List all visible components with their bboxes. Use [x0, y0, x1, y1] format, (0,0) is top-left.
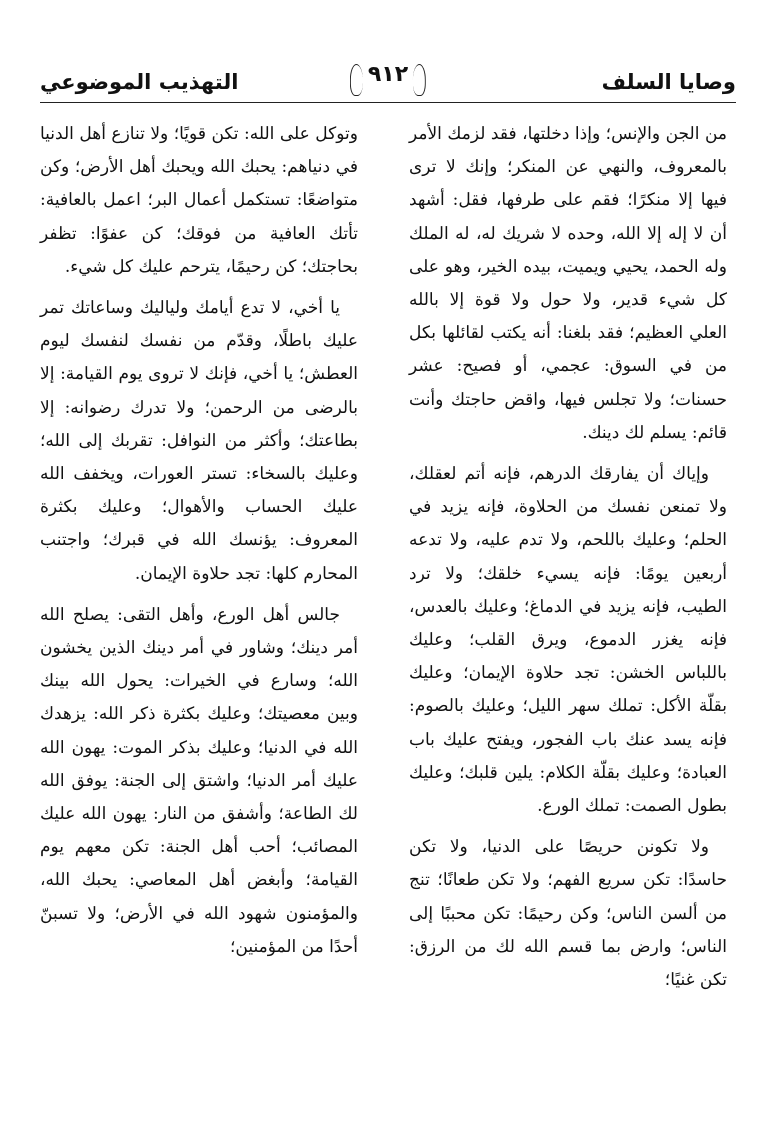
running-title-left: التهذيب الموضوعي [40, 70, 239, 94]
paragraph: جالس أهل الورع، وأهل التقى: يصلح الله أمر دينك؛ وشاور في أمر دينك الذين يخشون الله؛ وسارع في الخيرات: يحول الله بينك وبين معصيتك؛ وعليك بكثرة ذكر الله: يزهدك الله في الدنيا؛ وعليك بذكر الموت: يهون الله عليك أمر الدنيا؛ واشتق إلى الجنة: يوفق الله لك الطاعة؛ وأشفق من النار: يهون الله عليك المصائب؛ أحب أهل الجنة: تكن معهم يوم القيامة؛ وأبغض أهل المعاصي: يحبك الله، والمؤمنون شهود الله في الأرض؛ ولا تسبنّ أحدًا من المؤمنين؛ [40, 604, 358, 957]
left-column [40, 118, 358, 964]
page-number: ٩١٢ [350, 62, 426, 87]
header-rule [40, 102, 736, 103]
paragraph: ولا تكونن حريصًا على الدنيا، ولا تكن حاسدًا: تكن سريع الفهم؛ ولا تكن طعانًا؛ تنج من ألسن الناس؛ وكن رحيمًا: تكن محببًا إلى الناس؛ وارض بما قسم الله لك من الرزق: تكن غنيًا؛ [409, 837, 727, 991]
running-title-right: وصايا السلف [601, 70, 736, 94]
right-column [409, 118, 727, 997]
paragraph: يا أخي، لا تدع أيامك ولياليك وساعاتك تمر عليك باطلًا، وقدّم من نفسك لنفسك ليوم العطش؛ يا أخي، فإنك لا تروى يوم القيامة: إلا بالرضى من الرحمن؛ ولا تدرك رضوانه: إلا بطاعتك؛ وأكثر من النوافل: تقربك إلى الله؛ وعليك بالسخاء: تستر العورات، ويخفف الله عليك الحساب والأهوال؛ وعليك بكثرة المعروف: يؤنسك الله في قبرك؛ واجتنب المحارم كلها: تجد حلاوة الإيمان. [40, 298, 358, 584]
paragraph: من الجن والإنس؛ وإذا دخلتها، فقد لزمك الأمر بالمعروف، والنهي عن المنكر؛ وإنك لا ترى فيها إلا منكرًا؛ فقم على طرفها، فقل: أشهد أن لا إله إلا الله، وحده لا شريك له، له الملك وله الحمد، يحيي ويميت، بيده الخير، وهو على كل شيء قدير، ولا حول ولا قوة إلا بالله العلي العظيم؛ فقد بلغنا: أنه يكتب لقائلها بكل من في السوق: عجمي، أو فصيح: عشر حسنات؛ ولا تجلس فيها، واقض حاجتك وأنت قائم: يسلم لك دينك. [409, 124, 727, 443]
paragraph: وتوكل على الله: تكن قويًا؛ ولا تنازع أهل الدنيا في دنياهم: يحبك الله ويحبك أهل الأرض؛ وكن متواضعًا: تستكمل أعمال البر؛ اعمل بالعافية: تأتك العافية من فوقك؛ كن عفوًا: تظفر بحاجتك؛ كن رحيمًا، يترحم عليك كل شيء. [40, 124, 358, 277]
page-header [40, 56, 736, 100]
paragraph: وإياك أن يفارقك الدرهم، فإنه أتم لعقلك، ولا تمنعن نفسك من الحلاوة، فإنه يزيد في الحلم؛ وعليك باللحم، ولا تدم عليه، ولا تدعه أربعين يومًا: فإنه يسيء خلقك؛ ولا ترد الطيب، فإنه يزيد في الدماغ؛ وعليك بالعدس، فإنه يغزر الدموع، ويرق القلب؛ وعليك باللباس الخشن: تجد حلاوة الإيمان؛ وعليك بقلّة الأكل: تملك سهر الليل؛ وعليك بالصوم: فإنه يسد عنك باب الفجور، ويفتح عليك باب العبادة؛ وعليك بقلّة الكلام: يلين قلبك؛ وعليك بطول الصمت: تملك الورع. [409, 464, 727, 817]
